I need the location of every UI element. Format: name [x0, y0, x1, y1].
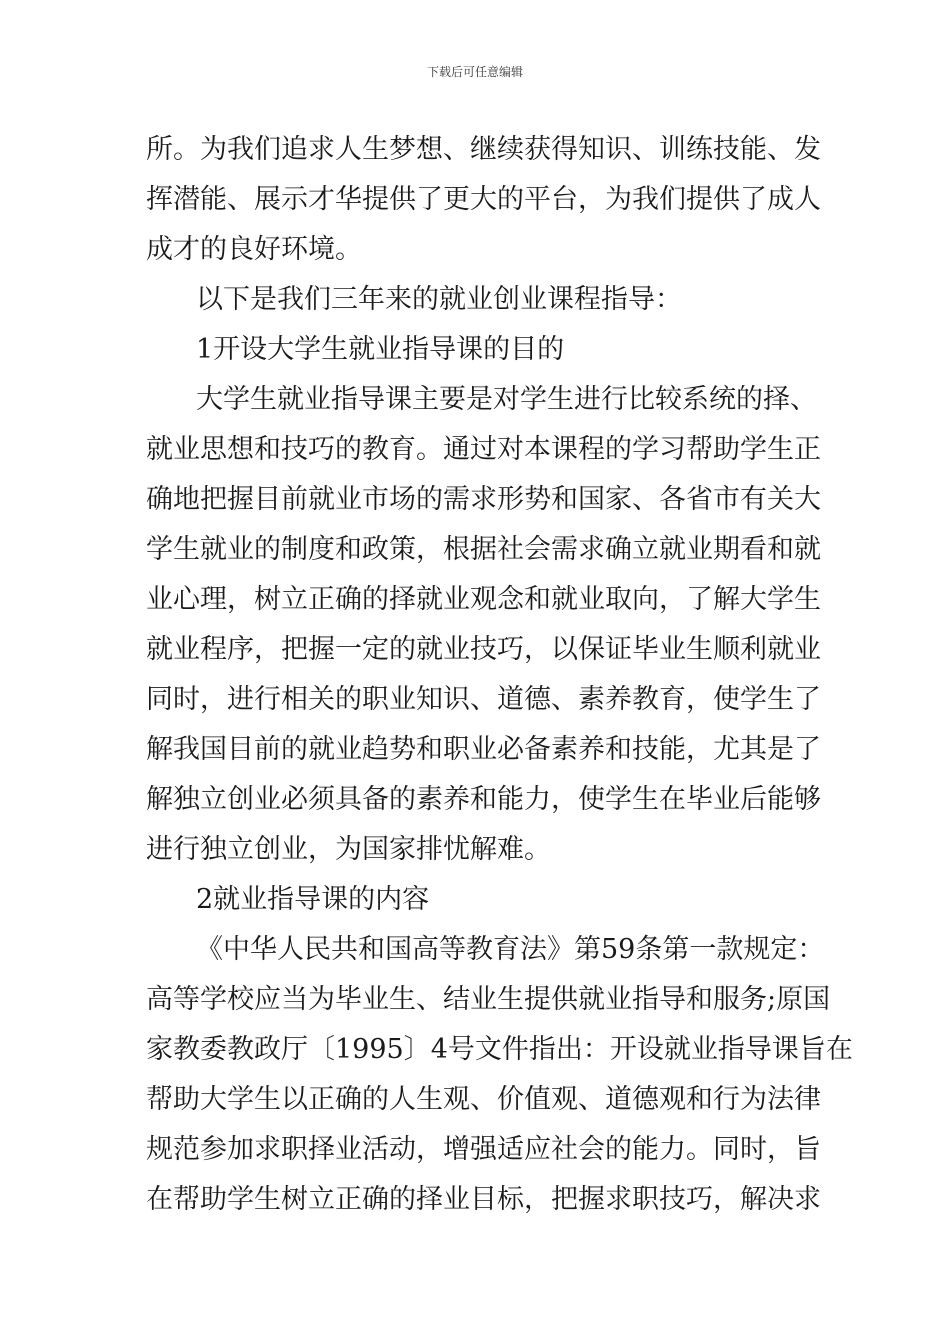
body-line: 业心理，树立正确的择就业观念和就业取向，了解大学生	[146, 584, 821, 615]
body-line: 就业思想和技巧的教育。通过对本课程的学习帮助学生正	[146, 434, 821, 465]
section-heading: 2就业指导课的内容	[196, 884, 430, 915]
body-line: 所。为我们追求人生梦想、继续获得知识、训练技能、发	[146, 134, 821, 165]
body-line: 同时，进行相关的职业知识、道德、素养教育，使学生了	[146, 684, 821, 715]
page-header-note: 下载后可任意编辑	[426, 65, 523, 79]
body-line: 高等学校应当为毕业生、结业生提供就业指导和服务;原国	[146, 984, 831, 1015]
body-line: 在帮助学生树立正确的择业目标，把握求职技巧，解决求	[146, 1184, 821, 1215]
body-line: 家教委教政厅〔1995〕4号文件指出：开设就业指导课旨在	[146, 1034, 853, 1065]
body-line: 解独立创业必须具备的素养和能力，使学生在毕业后能够	[146, 784, 821, 815]
body-line: 规范参加求职择业活动，增强适应社会的能力。同时，旨	[146, 1134, 821, 1165]
body-line: 成才的良好环境。	[146, 234, 362, 265]
body-line: 解我国目前的就业趋势和职业必备素养和技能，尤其是了	[146, 734, 821, 765]
body-line: 就业程序，把握一定的就业技巧，以保证毕业生顺利就业	[146, 634, 821, 665]
body-line: 《中华人民共和国高等教育法》第59条第一款规定：	[196, 934, 825, 965]
body-line: 帮助大学生以正确的人生观、价值观、道德观和行为法律	[146, 1084, 821, 1115]
body-line: 挥潜能、展示才华提供了更大的平台，为我们提供了成人	[146, 184, 821, 215]
section-heading: 1开设大学生就业指导课的目的	[196, 334, 565, 365]
body-line: 确地把握目前就业市场的需求形势和国家、各省市有关大	[146, 484, 821, 515]
body-line: 学生就业的制度和政策，根据社会需求确立就业期看和就	[146, 534, 821, 565]
body-line: 大学生就业指导课主要是对学生进行比较系统的择、	[196, 384, 817, 415]
body-line: 以下是我们三年来的就业创业课程指导：	[196, 284, 682, 315]
body-line: 进行独立创业，为国家排忧解难。	[146, 834, 551, 865]
